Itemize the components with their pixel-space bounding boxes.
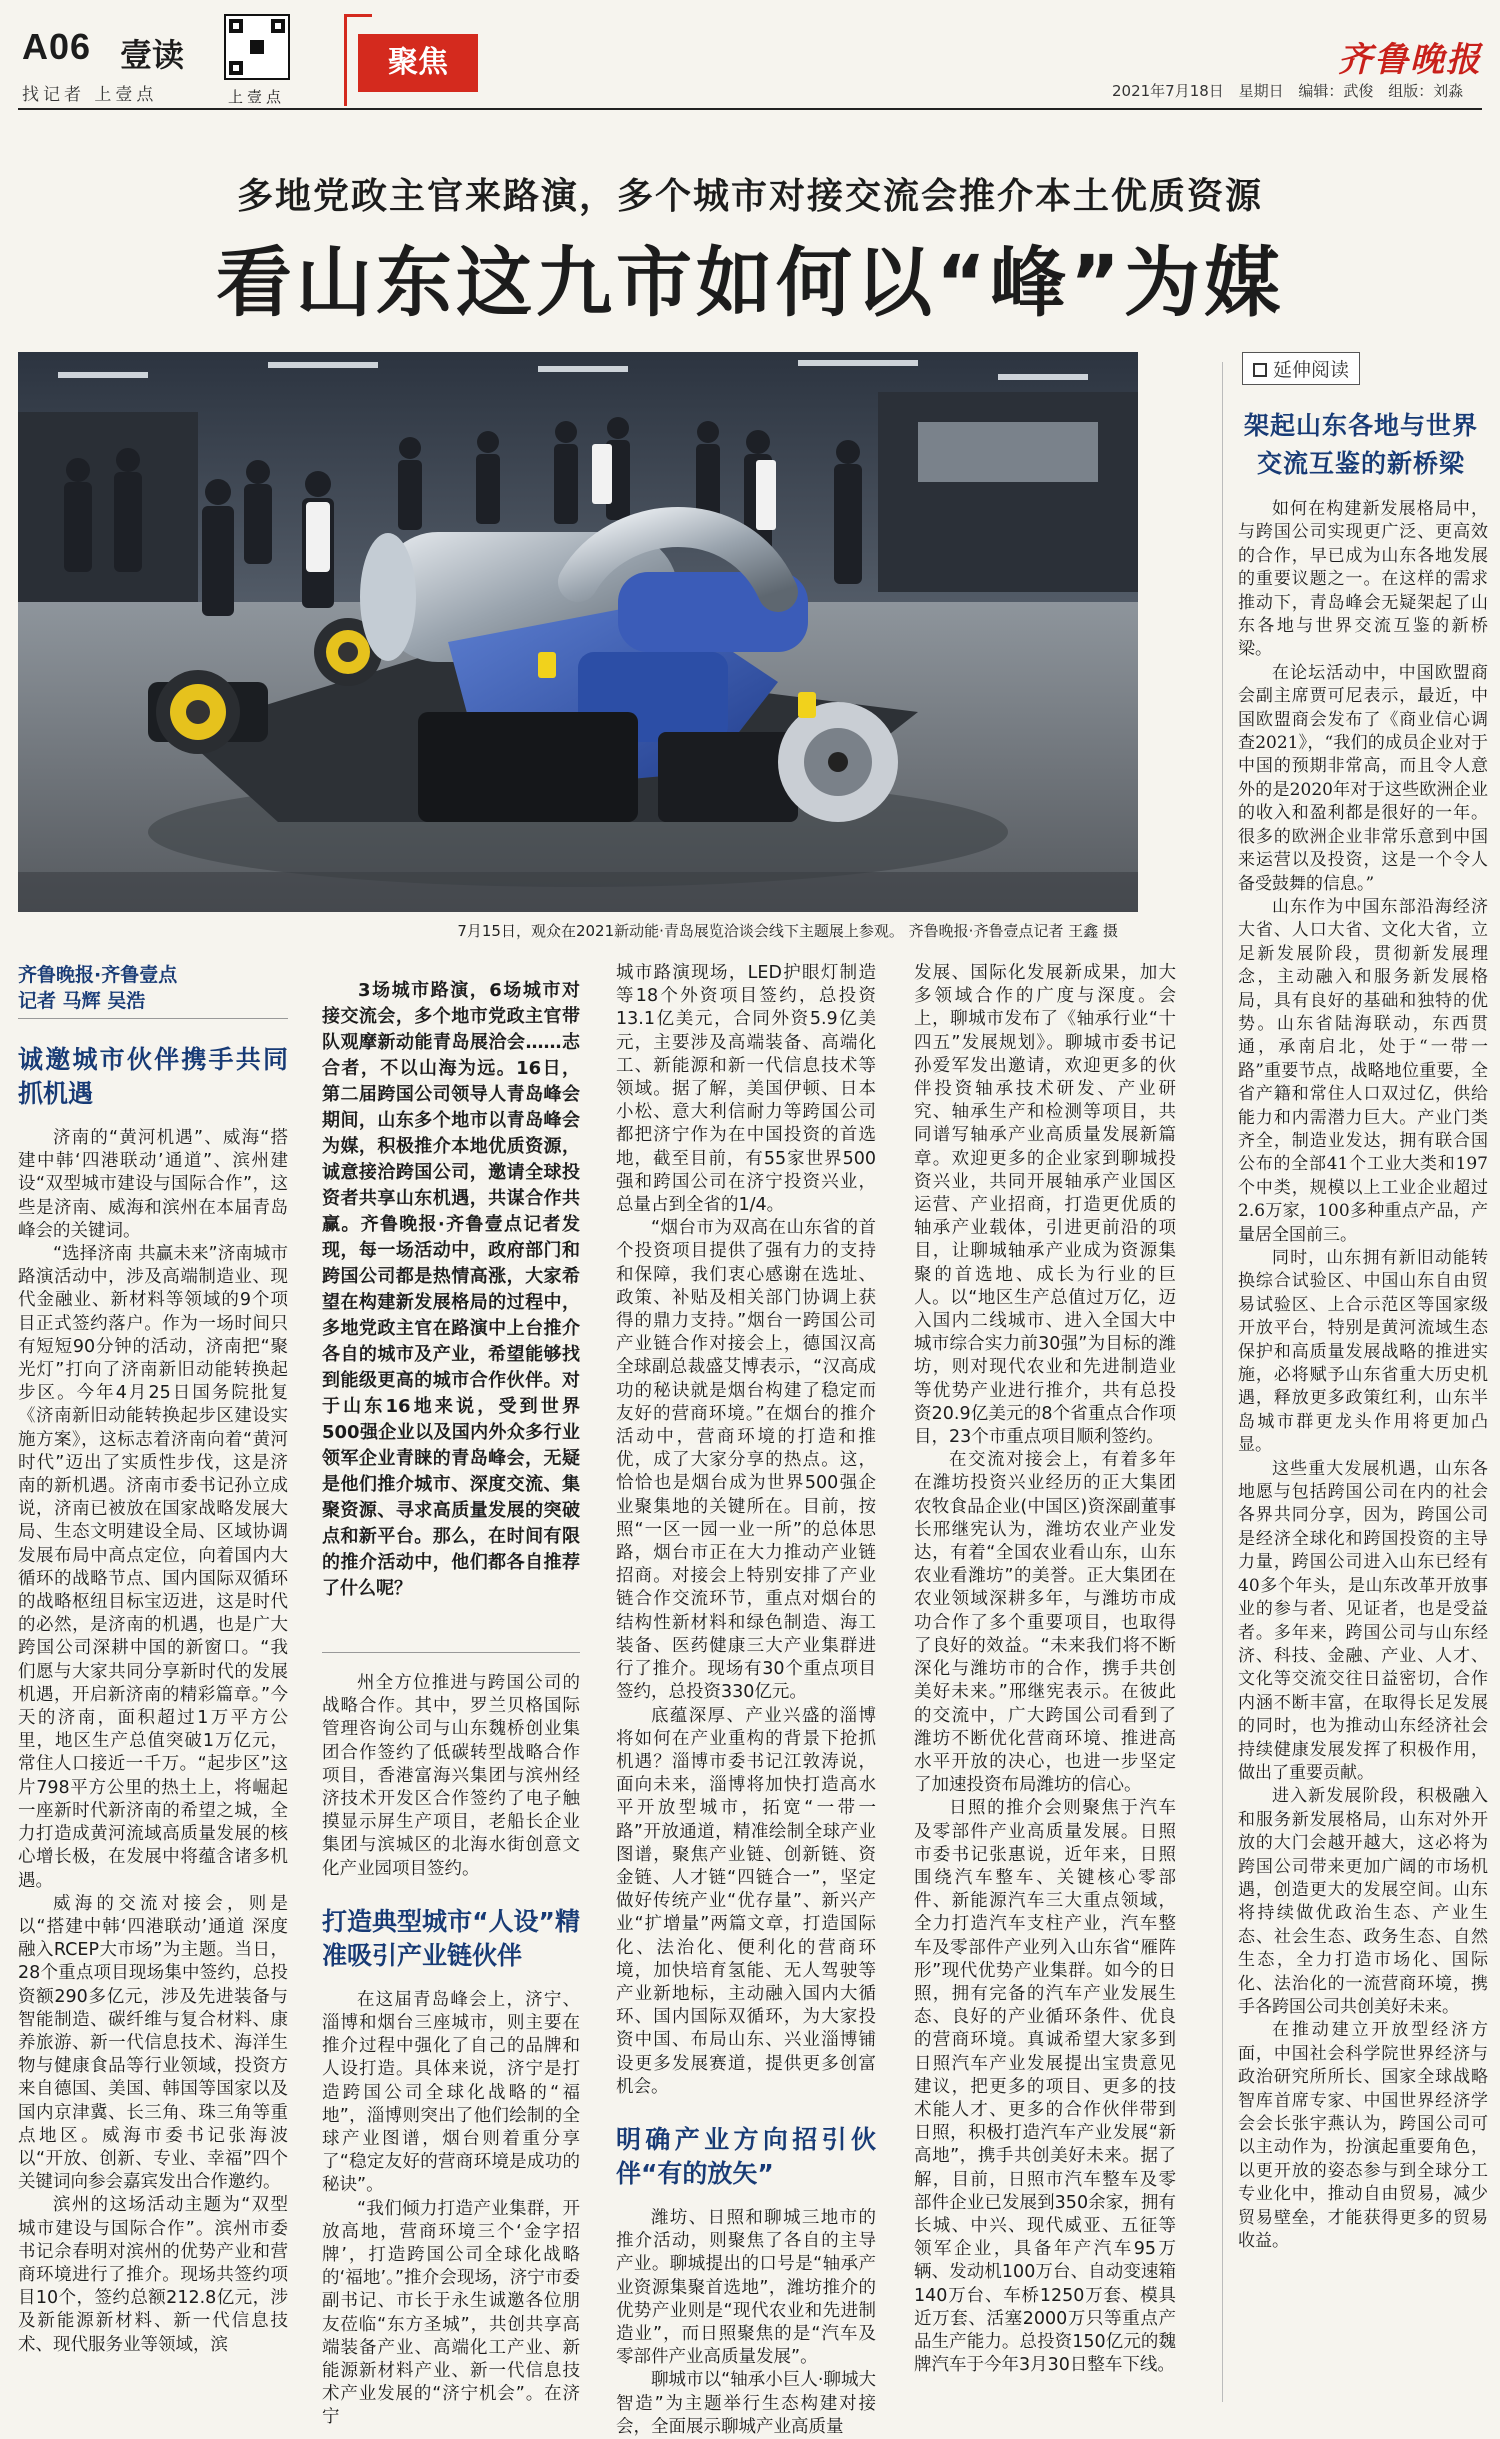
byline-rule	[18, 1018, 288, 1019]
article-paragraph: 威海的交流对接会，则是以“搭建中韩‘四港联动’通道 深度融入RCEP大市场”为主题。当日，28个重点项目现场集中签约，总投资额290多亿元，涉及先进装备与智能制造、碳纤维与复合材料、康养旅游、新一代信息技术、海洋生物与健康食品等行业领域，投资方来自德国、美国、韩国等国家以及国内京津冀、长三角、珠三角等重点地区。威海市委书记张海波以“开放、创新、专业、幸福”四个关键词向参会嘉宾发出合作邀约。	[18, 1893, 288, 2193]
article-column-3	[616, 962, 876, 2439]
byline-reporters: 记者 马辉 吴浩	[18, 990, 146, 1012]
sidebar-paragraph: 同时，山东拥有新旧动能转换综合试验区、中国山东自由贸易试验区、上合示范区等国家级开放平台，特别是黄河流域生态保护和高质量发展战略的推进实施，必将赋予山东省重大历史机遇，释放更多政策红利，山东半岛城市群更龙头作用将更加凸显。	[1238, 1248, 1488, 1456]
sidebar-paragraph: 如何在构建新发展格局中，与跨国公司实现更广泛、更高效的合作，早已成为山东各地发展的重要议题之一。在这样的需求推动下，青岛峰会无疑架起了山东各地与世界交流互鉴的新桥梁。	[1238, 499, 1488, 660]
sidebar-title: 架起山东各地与世界交流互鉴的新桥梁	[1243, 411, 1478, 478]
article-paragraph: 聊城市以“轴承小巨人·聊城大智造”为主题举行生态构建对接会，全面展示聊城产业高质量	[616, 2370, 876, 2437]
qr-label: 上壹点	[228, 88, 286, 106]
section-motto: 找记者 上壹点	[22, 85, 158, 105]
headline-title: 看山东这九市如何以“峰”为媒	[216, 238, 1284, 327]
column-divider	[1222, 362, 1223, 2402]
sidebar-paragraph: 在推动建立开放型经济方面，中国社会科学院世界经济与政治研究所所长、国家全球战略智库首席专家、中国世界经济学会会长张宇燕认为，跨国公司可以主动作为，扮演起重要角色，以更开放的姿态参与到全球分工专业化中，推动自由贸易，减少贸易壁垒，才能获得更多的贸易收益。	[1238, 2020, 1488, 2252]
editor: 编辑：武俊	[1298, 82, 1374, 100]
section-name: 壹读	[120, 36, 185, 74]
headline-kicker: 多地党政主官来路演，多个城市对接交流会推介本土优质资源	[236, 176, 1263, 217]
article-paragraph: 滨州的这场活动主题为“双型城市建设与国际合作”。滨州市委书记佘春明对滨州的优势产业和营商环境进行了推介。现场共签约项目10个，签约总额212.8亿元，涉及新能源新材料、新一代信息技术、现代服务业等领域，滨	[18, 2195, 288, 2355]
photo-caption: 7月15日，观众在2021新动能·青岛展览洽谈会线下主题展上参观。 齐鲁晚报·齐鲁壹点记者 王鑫 摄	[457, 922, 1118, 940]
lead-rule	[322, 1652, 580, 1653]
header-rule	[18, 108, 1482, 110]
article-column-2	[322, 1672, 580, 2430]
square-icon	[1253, 363, 1267, 377]
article-paragraph: 在交流对接会上，有着多年在潍坊投资兴业经历的正大集团农牧食品企业(中国区)资深副董事长邢继宪认为，潍坊农业产业发达，有着“全国农业看山东，山东农业看潍坊”的美誉。正大集团在农业领域深耕多年，与潍坊市成功合作了多个重要项目，也取得了良好的效益。“未来我们将不断深化与潍坊市的合作，携手共创美好未来。”邢继宪表示。在彼此的交流中，广大跨国公司看到了潍坊不断优化营商环境、推进高水平开放的决心，也进一步坚定了加速投资布局潍坊的信心。	[914, 1450, 1176, 1796]
sidebar-body	[1238, 498, 1488, 2253]
article-lead: 3场城市路演，6场城市对接交流会，多个地市党政主官带队观摩新动能青岛展洽会……志合者，不以山海为远。16日，第二届跨国公司领导人青岛峰会期间，山东多个地市以青岛峰会为媒，积极推介本地优质资源，诚意接洽跨国公司，邀请全球投资者共享山东机遇，共谋合作共赢。齐鲁晚报·齐鲁壹点记者发现，每一场活动中，政府部门和跨国公司都是热情高涨，大家希望在构建新发展格局的过程中，多地党政主官在路演中上台推介各自的城市及产业，希望能够找到能级更高的城市合作伙伴。对于山东16地来说，受到世界500强企业以及国内外众多行业领军企业青睐的青岛峰会，无疑是他们推介城市、深度交流、集聚资源、寻求高质量发展的突破点和新平台。那么，在时间有限的推介活动中，他们都各自推荐了什么呢？	[322, 980, 580, 1599]
engine-exhibit-illustration	[18, 352, 1138, 912]
issue-info	[1112, 80, 1473, 101]
qr-code-icon[interactable]	[224, 14, 290, 80]
section-1-title: 诚邀城市伙伴携手共同抓机遇	[18, 1045, 288, 1108]
newspaper-logo: 齐鲁晚报	[1338, 40, 1482, 80]
divider	[344, 14, 347, 106]
section-3-title: 明确产业方向招引伙伴“有的放矢”	[616, 2124, 876, 2188]
article-paragraph: 底蕴深厚、产业兴盛的淄博将如何在产业重构的背景下抢抓机遇？淄博市委书记江敦涛说，面向未来，淄博将加快打造高水平开放型城市，拓宽“一带一路”开放通道，精准绘制全球产业图谱，聚焦产业链、创新链、资金链、人才链“四链合一”，坚定做好传统产业“优存量”、新兴产业“扩增量”两篇文章，打造国际化、法治化、便利化的营商环境，加快培育氢能、无人驾驶等产业新地标，主动融入国内大循环、国内国际双循环，为大家投资中国、布局山东、兴业淄博铺设更多发展赛道，提供更多创富机会。	[616, 1705, 876, 2097]
article-paragraph: “我们倾力打造产业集群，开放高地，营商环境三个‘金字招牌’，打造跨国公司全球化战略的‘福地’。”推介会现场，济宁市委副书记、市长于永生诚邀各位朋友莅临“东方圣城”，共创共享高端装备产业、高端化工产业、新能源新材料产业、新一代信息技术产业发展的“济宁机会”。在济宁	[322, 2198, 580, 2428]
exhibition-photo	[18, 352, 1138, 912]
article-paragraph: 发展、国际化发展新成果，加大多领域合作的广度与深度。会上，聊城市发布了《轴承行业“十四五”发展规划》。聊城市委书记孙爱军发出邀请，欢迎更多的伙伴投资轴承技术研发、产业研究、轴承生产和检测等项目，共同谱写轴承产业高质量发展新篇章。欢迎更多的企业家到聊城投资兴业，共同开展轴承产业国区运营、产业招商，打造更优质的轴承产业载体，引进更前沿的项目，让聊城轴承产业成为资源集聚的首选地、成长为行业的巨人。以“地区生产总值过万亿，迈入国内二线城市、进入全国大中城市综合实力前30强”为目标的潍坊，则对现代农业和先进制造业等优势产业进行推介，共有总投资20.9亿美元的8个省重点合作项目，23个市重点项目顺利签约。	[914, 963, 1176, 1448]
sidebar-tag-label: 延伸阅读	[1273, 359, 1350, 381]
sidebar-paragraph: 这些重大发展机遇，山东各地愿与包括跨国公司在内的社会各界共同分享，因为，跨国公司是经济全球化和跨国投资的主导力量，跨国公司进入山东已经有40多个年头，是山东改革开放事业的参与者、见证者，也是受益者。多年来，跨国公司与山东经济、科技、金融、产业、人才、文化等交流交往日益密切，合作内涵不断丰富，在取得长足发展的同时，也为推动山东经济社会持续健康发展发挥了积极作用，做出了重要贡献。	[1238, 1458, 1488, 1783]
masthead	[0, 0, 1500, 118]
sidebar-paragraph: 进入新发展阶段，积极融入和服务新发展格局，山东对外开放的大门会越开越大，这必将为跨国公司带来更加广阔的市场机遇，创造更大的发展空间。山东将持续做优政治生态、产业生态、社会生态、政务生态、自然生态，全力打造市场化、国际化、法治化的一流营商环境，携手各跨国公司共创美好未来。	[1238, 1786, 1488, 2017]
sidebar-paragraph: 山东作为中国东部沿海经济大省、人口大省、文化大省，立足新发展阶段，贯彻新发展理念，主动融入和服务新发展格局，具有良好的基础和独特的优势。山东省陆海联动，东西贯通，承南启北，处于“一带一路”重要节点，战略地位重要，全省产籍和常住人口双过亿，供给能力和内需潜力巨大。产业门类齐全，制造业发达，拥有联合国公布的全部41个工业大类和197个中类，规模以上工业企业超过2.6万家，100多种重点产品，产量居全国前三。	[1238, 896, 1488, 1245]
column-tag: 聚焦	[358, 34, 478, 92]
page-number: A06	[22, 26, 92, 67]
byline-outlet: 齐鲁晚报·齐鲁壹点	[18, 964, 178, 986]
article-paragraph: 在这届青岛峰会上，济宁、淄博和烟台三座城市，则主要在推介过程中强化了自己的品牌和人设打造。具体来说，济宁是打造跨国公司全球化战略的“福地”，淄博则突出了他们绘制的全球产业图谱，烟台则着重分享了“稳定友好的营商环境是成功的秘诀”。	[322, 1989, 580, 2196]
article-paragraph: 济南的“黄河机遇”、威海“搭建中韩‘四港联动’通道”、滨州建设“双型城市建设与国际合作”，这些是济南、威海和滨州在本届青岛峰会的关键词。	[18, 1128, 288, 1241]
layout-editor: 组版：刘淼	[1388, 82, 1464, 100]
article-lead-box	[322, 978, 580, 1602]
article-paragraph: “选择济南 共赢未来”济南城市路演活动中，涉及高端制造业、现代金融业、新材料等领域的9个项目正式签约落户。作为一场时间只有短短90分钟的活动，济南把“聚光灯”打向了济南新旧动能转换起步区。今年4月25日国务院批复《济南新旧动能转换起步区建设实施方案》，这标志着济南向着“黄河时代”迈出了实质性步伐，这是济南的新机遇。济南市委书记孙立成说，济南已被放在国家战略发展大局、生态文明建设全局、区域协调发展布局中高点定位，向着国内大循环的战略节点、国内国际双循环的战略枢纽目标宝迈进，这是时代的必然，是济南的机遇，也是广大跨国公司深耕中国的新窗口。“我们愿与大家共同分享新时代的发展机遇，开启新济南的精彩篇章。”今天的济南，面积超过1万平方公里，地区生产总值突破1万亿元，常住人口接近一千万。“起步区”这片798平方公里的热土上，将崛起一座新时代新济南的希望之城，全力打造成黄河流域高质量发展的核心增长极，在发展中将蕴含诸多机遇。	[18, 1244, 288, 1891]
article-paragraph: 州全方位推进与跨国公司的战略合作。其中，罗兰贝格国际管理咨询公司与山东魏桥创业集团合作签约了低碳转型战略合作项目，香港富海兴集团与滨州经济技术开发区合作签约了电子触摸显示屏生产项目，老船长企业集团与滨城区的北海水街创意文化产业园项目签约。	[322, 1673, 580, 1879]
article-column-1	[18, 962, 288, 2357]
article-column-4	[914, 962, 1176, 2377]
article-paragraph: 潍坊、日照和聊城三地市的推介活动，则聚焦了各自的主导产业。聊城提出的口号是“轴承产业资源集聚首选地”，潍坊推介的优势产业则是“现代农业和先进制造业”，而日照聚焦的是“汽车及零部件产业高质量发展”。	[616, 2207, 876, 2368]
section-2-title: 打造典型城市“人设”精准吸引产业链伙伴	[322, 1906, 580, 1970]
sidebar	[1232, 352, 1490, 483]
issue-weekday: 星期日	[1238, 82, 1284, 100]
article-paragraph: 城市路演现场，LED护眼灯制造等18个外资项目签约，总投资13.1亿美元，合同外资5.9亿美元，主要涉及高端装备、高端化工、新能源和新一代信息技术等领域。据了解，美国伊顿、日本小松、意大利信耐力等跨国公司都把济宁作为在中国投资的首选地，截至目前，有55家世界500强和跨国公司在济宁投资兴业，总量占到全省的1/4。	[616, 963, 876, 1216]
issue-date: 2021年7月18日	[1112, 82, 1224, 100]
article-paragraph: 日照的推介会则聚焦于汽车及零部件产业高质量发展。日照市委书记张惠说，近年来，日照围绕汽车整车、关键核心零部件、新能源汽车三大重点领域，全力打造汽车支柱产业，汽车整车及零部件产业列入山东省“雁阵形”现代优势产业集群。如今的日照，拥有完备的汽车产业发展生态、良好的产业循环条件、优良的营商环境。真诚希望大家多到日照汽车产业发展提出宝贵意见建议，把更多的项目、更多的技术能人才、更多的合作伙伴带到日照，积极打造汽车产业发展“新高地”，携手共创美好未来。据了解，目前，日照市汽车整车及零部件企业已发展到350余家，拥有长城、中兴、现代威亚、五征等领军企业，具备年产汽车95万辆、发动机100万台、自动变速箱140万台、车桥1250万套、模具近万套、活塞2000万只等重点产品生产能力。总投资150亿元的魏牌汽车于今年3月30日整车下线。	[914, 1798, 1176, 2376]
sidebar-tag	[1242, 352, 1360, 385]
sidebar-paragraph: 在论坛活动中，中国欧盟商会副主席贾可尼表示，最近，中国欧盟商会发布了《商业信心调查2021》，“我们的成员企业对于中国的预期非常高，而且令人意外的是2020年对于这些欧洲企业的收入和盈利都是很好的一年。很多的欧洲企业非常乐意到中国来运营以及投资，这是一个令人备受鼓舞的信息。”	[1238, 662, 1488, 894]
article-paragraph: “烟台市为双高在山东省的首个投资项目提供了强有力的支持和保障，我们衷心感谢在选址、政策、补贴及相关部门协调上获得的鼎力支持。”烟台一跨国公司产业链合作对接会上，德国汉高全球副总裁盛艾博表示，“汉高成功的秘诀就是烟台构建了稳定而友好的营商环境。”在烟台的推介活动中，营商环境的打造和推优，成了大家分享的热点。这，恰恰也是烟台成为世界500强企业聚集地的关键所在。目前，按照“一区一园一业一所”的总体思路，烟台市正在大力推动产业链招商。对接会上特别安排了产业链合作交流环节，重点对烟台的结构性新材料和绿色制造、海工装备、医药健康三大产业集群进行了推介。现场有30个重点项目签约，总投资330亿元。	[616, 1218, 876, 1703]
divider	[344, 14, 372, 17]
